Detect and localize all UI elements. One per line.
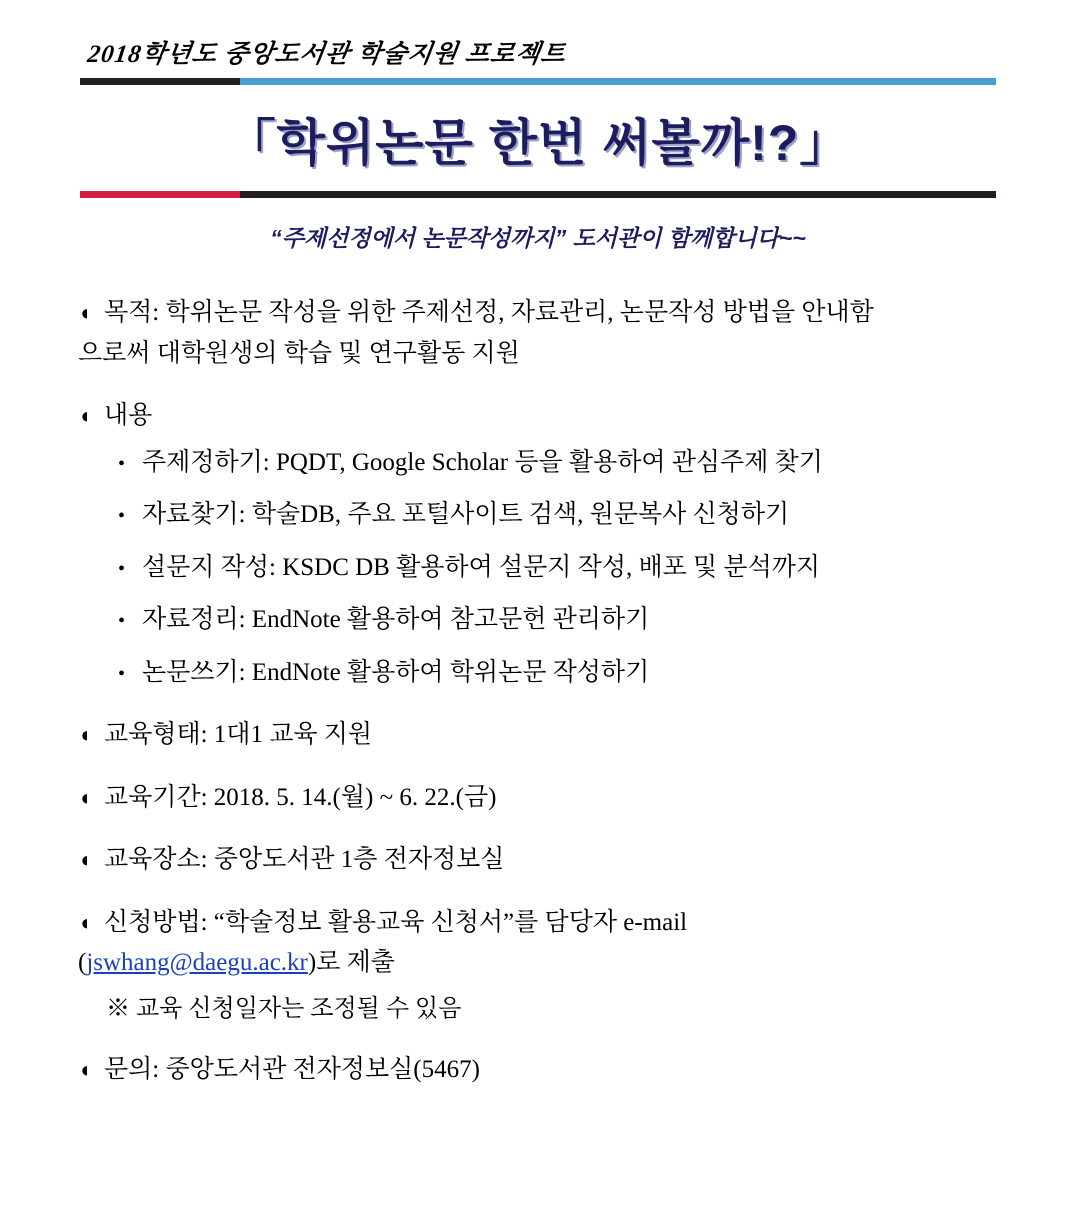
half-circle-icon: ◖: [78, 1057, 92, 1083]
header-kicker: 2018학년도 중앙도서관 학술지원 프로젝트: [85, 41, 568, 68]
section-period-label: 교육기간: 2018. 5. 14.(월) ~ 6. 22.(금): [104, 783, 497, 811]
half-circle-icon: ◖: [78, 784, 92, 810]
rule-top-dark-segment: [80, 78, 240, 85]
half-circle-icon: ◖: [78, 722, 92, 747]
bullet-dot-icon: •: [118, 557, 126, 580]
section-application-line: [78, 903, 998, 944]
section-contents: [78, 396, 998, 693]
list-item: [118, 495, 998, 536]
header-rule-top: [80, 78, 996, 85]
list-item: [118, 443, 998, 484]
title-container: [0, 103, 1076, 175]
section-location-label: 교육장소: 중앙도서관 1층 전자정보실: [104, 846, 505, 873]
list-item-label: 자료정리: EndNote 활용하여 참고문헌 관리하기: [142, 606, 650, 633]
contents-list: [78, 443, 998, 694]
bullet-dot-icon: •: [118, 610, 126, 633]
email-link[interactable]: jswhang@daegu.ac.kr: [86, 949, 308, 976]
section-format-line: [78, 715, 998, 756]
section-purpose-continuation: 으로써 대학원생의 학습 및 연구활동 지원: [78, 339, 520, 367]
section-application: [78, 903, 998, 1029]
list-item-label: 자료찾기: 학술DB, 주요 포털사이트 검색, 원문복사 신청하기: [142, 501, 790, 528]
page-title: 「학위논문 한번 써볼까!?」: [225, 115, 851, 171]
section-application-label: 신청방법: “학술정보 활용교육 신청서”를 담당자 e-mail: [104, 908, 688, 936]
email-paren-open: (: [78, 949, 87, 976]
section-location-line: [78, 840, 998, 881]
page-subtitle: “주제선정에서 논문작성까지” 도서관이 함께합니다~~: [270, 225, 806, 251]
list-item-label: 설문지 작성: KSDC DB 활용하여 설문지 작성, 배포 및 분석까지: [142, 553, 821, 581]
half-circle-icon: ◖: [78, 403, 92, 428]
rule-bottom-red-segment: [80, 191, 240, 198]
list-item: [118, 653, 998, 694]
poster-body: [78, 293, 998, 1091]
section-format: [78, 715, 998, 756]
section-inquiry-line: [78, 1050, 998, 1091]
list-item-label: 주제정하기: PQDT, Google Scholar 등을 활용하여 관심주제 찾기: [142, 448, 823, 476]
bullet-dot-icon: •: [118, 662, 126, 685]
list-item: [118, 600, 998, 641]
bullet-dot-icon: •: [118, 505, 126, 528]
list-item-label: 논문쓰기: EndNote 활용하여 학위논문 작성하기: [142, 658, 650, 686]
section-period-line: [78, 778, 998, 819]
section-location: [78, 840, 998, 881]
section-format-label: 교육형태: 1대1 교육 지원: [104, 721, 373, 748]
rule-top-blue-segment: [240, 78, 996, 85]
section-contents-line: [78, 396, 998, 437]
half-circle-icon: ◖: [78, 909, 92, 935]
section-period: [78, 778, 998, 819]
section-inquiry-label: 문의: 중앙도서관 전자정보실(5467): [104, 1056, 480, 1084]
half-circle-icon: ◖: [78, 300, 92, 325]
section-inquiry: [78, 1050, 998, 1091]
application-note: ※ 교육 신청일자는 조정될 수 있음: [106, 995, 462, 1022]
section-purpose-label: 목적: 학위논문 작성을 위한 주제선정, 자료관리, 논문작성 방법을 안내함: [104, 299, 874, 326]
rule-bottom-dark-segment: [240, 191, 996, 198]
section-purpose-line: [78, 293, 998, 334]
section-application-email-line: [78, 943, 998, 984]
header-rule-bottom: [80, 191, 996, 198]
email-paren-close: )로 제출: [307, 949, 395, 976]
half-circle-icon: ◖: [78, 847, 92, 872]
list-item: [118, 548, 998, 589]
bullet-dot-icon: •: [118, 452, 126, 475]
section-purpose: [78, 293, 998, 374]
section-contents-label: 내용: [104, 402, 153, 429]
poster-header: [0, 0, 1076, 253]
